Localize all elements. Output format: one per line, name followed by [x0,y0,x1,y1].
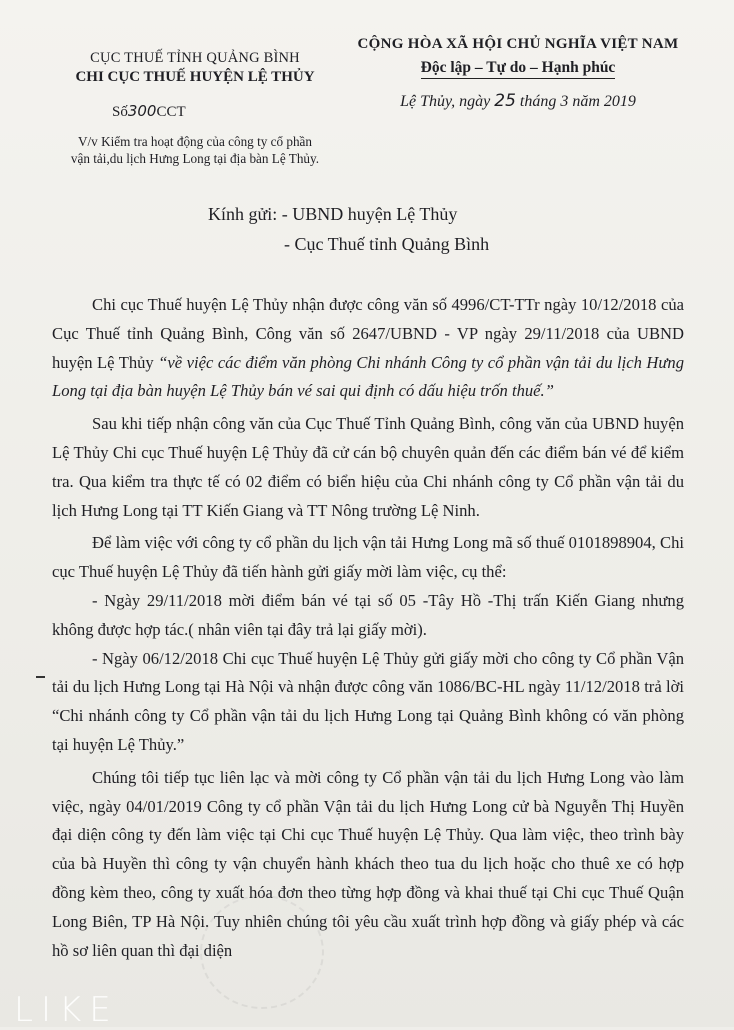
date-prefix: Lệ Thủy, ngày [400,93,495,110]
date-day: 25 [494,91,516,111]
paragraph-5: - Ngày 06/12/2018 Chi cục Thuế huyện Lệ Thủy gửi giấy mời cho công ty Cổ phần Vận tải du lịch Hưng Long tại Hà Nội và nhận được công văn 1086/BC-HL ngày 11/12/2018 trả lời “Chi nhánh công ty Cổ phần vận tải du lịch Hưng Long tại Quảng Bình không có văn phòng tại huyện Lệ Thủy.” [52,648,684,754]
document-number [50,102,340,121]
paragraph-1 [52,291,684,406]
country-name: CỘNG HÒA XÃ HỘI CHỦ NGHĨA VIỆT NAM [357,36,679,52]
doc-no-value: 300 [127,102,157,120]
national-motto: Độc lập – Tự do – Hạnh phúc [421,59,616,79]
subject-line-1: V/v Kiểm tra hoạt động của công ty cổ phần [77,134,312,149]
recipient-1: - UBND huyện Lệ Thủy [281,204,458,224]
recipient-row [208,199,489,229]
paragraph-1-quote: “về việc các điểm văn phòng Chi nhánh Công ty cổ phần vận tải du lịch Hưng Long tại địa bàn huyện Lệ Thủy bán vé sai qui định có dấu hiệu trốn thuế.” [52,352,684,401]
agency-name: CHI CỤC THUẾ HUYỆN LỆ THỦY [75,69,315,85]
recipient-row [208,229,489,259]
paragraph-4: - Ngày 29/11/2018 mời điểm bán vé tại số 05 -Tây Hồ -Thị trấn Kiến Giang nhưng không được hợp tác.( nhân viên tại đây trả lại giấy mời). [52,590,684,639]
document-subject [50,133,340,167]
issuer-block [50,50,340,167]
watermark-text: LIKE [14,990,119,1030]
recipients-block [208,199,489,259]
paragraph-6: Chúng tôi tiếp tục liên lạc và mời công ty Cổ phần vận tải du lịch Hưng Long vào làm việc, ngày 04/01/2019 Công ty cổ phần Vận tải du lịch Hưng Long cử bà Nguyễn Thị Huyền đại diện công ty đến làm việc tại Chi cục Thuế huyện Lệ Thủy. Qua làm việc, theo trình bày của bà Huyền thì công ty vận chuyển hành khách theo tua du lịch hoặc cho thuê xe có hợp đồng kèm theo, công ty xuất hóa đơn theo từng hợp đồng và khai thuế tại Chi cục Thuế Quận Long Biên, TP Hà Nội. Tuy nhiên chúng tôi yêu cầu xuất trình hợp đồng và giấy phép và các hồ sơ liên quan thì đại diện [52,767,684,960]
doc-no-suffix: CCT [156,104,186,120]
faint-stamp-impression [200,895,324,1009]
margin-mark [36,676,45,678]
recipients-label: Kính gửi: [208,204,278,224]
national-header [318,36,718,111]
letter-body [52,291,684,965]
paragraph-3: Để làm việc với công ty cổ phần du lịch vận tải Hưng Long mã số thuế 0101898904, Chi cục Thuế huyện Lệ Thủy đã tiến hành gửi giấy mời làm việc, cụ thể: [52,533,684,582]
subject-line-2: vận tải,du lịch Hưng Long tại địa bàn Lệ Thủy. [70,151,320,166]
doc-no-prefix: Số [112,104,128,120]
date-mid: tháng 3 năm 2019 [515,93,636,110]
paragraph-1-text: Chi cục Thuế huyện Lệ Thủy nhận được công văn số 4996/CT-TTr ngày 10/12/2018 của Cục Thuế tỉnh Quảng Bình, Công văn số 2647/UBND - VP ngày 29/11/2018 của UBND huyện Lệ Thủy [52,295,684,372]
agency-parent: CỤC THUẾ TỈNH QUẢNG BÌNH [90,50,300,66]
recipient-2: - Cục Thuế tỉnh Quảng Bình [284,234,490,254]
document-date [318,91,718,111]
paragraph-2: Sau khi tiếp nhận công văn của Cục Thuế Tỉnh Quảng Bình, công văn của UBND huyện Lệ Thủy Chi cục Thuế huyện Lệ Thủy đã cử cán bộ chuyên quản đến các điểm bán vé để kiểm tra. Qua kiểm tra thực tế có 02 điểm có biển hiệu của Chi nhánh công ty Cổ phần vận tải du lịch Hưng Long tại TT Kiến Giang và TT Nông trường Lệ Ninh. [52,414,684,520]
